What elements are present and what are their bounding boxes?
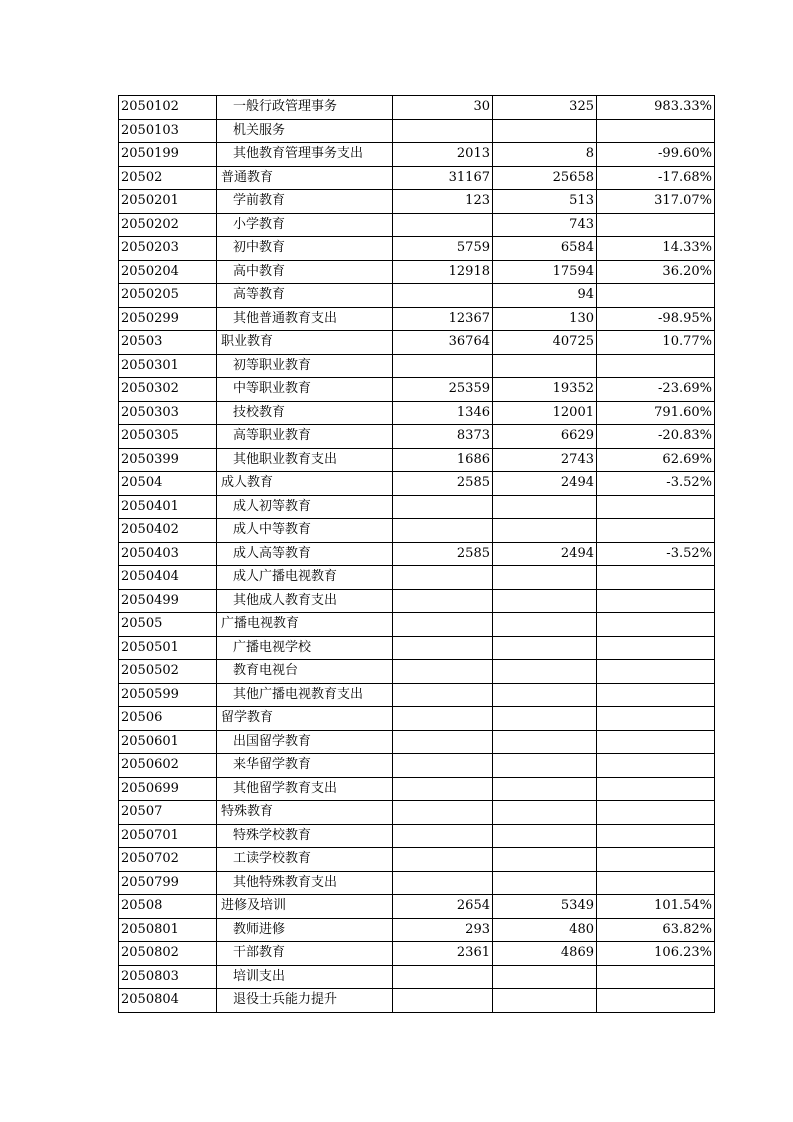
row-name-cell: 工读学校教育 bbox=[217, 848, 393, 872]
row-value2-cell bbox=[493, 777, 597, 801]
table-row bbox=[119, 354, 715, 378]
row-name-cell: 其他成人教育支出 bbox=[217, 589, 393, 613]
row-code-cell: 2050201 bbox=[119, 190, 217, 214]
row-value2-cell: 2494 bbox=[493, 542, 597, 566]
row-value2-cell bbox=[493, 519, 597, 543]
table-row bbox=[119, 942, 715, 966]
row-name-cell: 初等职业教育 bbox=[217, 354, 393, 378]
row-value2-cell: 2494 bbox=[493, 472, 597, 496]
table-row bbox=[119, 707, 715, 731]
row-code-cell: 2050302 bbox=[119, 378, 217, 402]
row-value1-cell: 2654 bbox=[393, 895, 493, 919]
row-name-cell: 广播电视教育 bbox=[217, 613, 393, 637]
row-value1-cell bbox=[393, 566, 493, 590]
row-value2-cell: 743 bbox=[493, 213, 597, 237]
row-name-cell: 其他教育管理事务支出 bbox=[217, 143, 393, 167]
row-code-cell: 2050803 bbox=[119, 965, 217, 989]
row-value1-cell: 2585 bbox=[393, 472, 493, 496]
row-pct-change-cell: -23.69% bbox=[597, 378, 715, 402]
row-value1-cell: 8373 bbox=[393, 425, 493, 449]
table-row bbox=[119, 472, 715, 496]
row-value1-cell bbox=[393, 354, 493, 378]
table-row bbox=[119, 660, 715, 684]
table-row bbox=[119, 589, 715, 613]
row-name-cell: 成人高等教育 bbox=[217, 542, 393, 566]
row-name-cell: 普通教育 bbox=[217, 166, 393, 190]
row-value1-cell: 2013 bbox=[393, 143, 493, 167]
row-value2-cell: 5349 bbox=[493, 895, 597, 919]
table-row bbox=[119, 754, 715, 778]
row-name-cell: 小学教育 bbox=[217, 213, 393, 237]
row-pct-change-cell bbox=[597, 730, 715, 754]
row-pct-change-cell: -3.52% bbox=[597, 542, 715, 566]
row-code-cell: 20507 bbox=[119, 801, 217, 825]
table-row bbox=[119, 307, 715, 331]
table-row bbox=[119, 378, 715, 402]
row-value1-cell: 12367 bbox=[393, 307, 493, 331]
row-pct-change-cell: 106.23% bbox=[597, 942, 715, 966]
row-value1-cell bbox=[393, 989, 493, 1013]
row-value1-cell: 2361 bbox=[393, 942, 493, 966]
row-value2-cell: 12001 bbox=[493, 401, 597, 425]
row-value1-cell: 2585 bbox=[393, 542, 493, 566]
row-code-cell: 2050103 bbox=[119, 119, 217, 143]
row-pct-change-cell: -99.60% bbox=[597, 143, 715, 167]
row-pct-change-cell bbox=[597, 754, 715, 778]
row-value1-cell bbox=[393, 683, 493, 707]
row-value2-cell: 6584 bbox=[493, 237, 597, 261]
row-value1-cell bbox=[393, 777, 493, 801]
budget-table-body bbox=[119, 96, 715, 1013]
row-value1-cell bbox=[393, 730, 493, 754]
row-value2-cell bbox=[493, 801, 597, 825]
table-row bbox=[119, 730, 715, 754]
row-value2-cell: 480 bbox=[493, 918, 597, 942]
row-value1-cell bbox=[393, 589, 493, 613]
row-pct-change-cell: 14.33% bbox=[597, 237, 715, 261]
table-row bbox=[119, 284, 715, 308]
row-name-cell: 出国留学教育 bbox=[217, 730, 393, 754]
row-value1-cell: 30 bbox=[393, 96, 493, 120]
row-name-cell: 成人初等教育 bbox=[217, 495, 393, 519]
row-name-cell: 特殊教育 bbox=[217, 801, 393, 825]
row-value1-cell: 5759 bbox=[393, 237, 493, 261]
table-row bbox=[119, 401, 715, 425]
table-row bbox=[119, 777, 715, 801]
row-pct-change-cell bbox=[597, 801, 715, 825]
row-value1-cell: 1346 bbox=[393, 401, 493, 425]
row-code-cell: 2050404 bbox=[119, 566, 217, 590]
row-pct-change-cell bbox=[597, 848, 715, 872]
row-value2-cell: 8 bbox=[493, 143, 597, 167]
row-code-cell: 2050301 bbox=[119, 354, 217, 378]
row-value1-cell bbox=[393, 754, 493, 778]
row-name-cell: 职业教育 bbox=[217, 331, 393, 355]
table-row bbox=[119, 448, 715, 472]
row-value1-cell: 12918 bbox=[393, 260, 493, 284]
row-value1-cell bbox=[393, 707, 493, 731]
row-name-cell: 中等职业教育 bbox=[217, 378, 393, 402]
row-value1-cell bbox=[393, 636, 493, 660]
row-value2-cell: 40725 bbox=[493, 331, 597, 355]
row-code-cell: 2050799 bbox=[119, 871, 217, 895]
row-name-cell: 机关服务 bbox=[217, 119, 393, 143]
row-pct-change-cell: 317.07% bbox=[597, 190, 715, 214]
row-value2-cell bbox=[493, 119, 597, 143]
row-code-cell: 2050699 bbox=[119, 777, 217, 801]
row-value2-cell: 2743 bbox=[493, 448, 597, 472]
row-code-cell: 20502 bbox=[119, 166, 217, 190]
row-value2-cell bbox=[493, 683, 597, 707]
row-value2-cell bbox=[493, 566, 597, 590]
row-name-cell: 来华留学教育 bbox=[217, 754, 393, 778]
row-name-cell: 培训支出 bbox=[217, 965, 393, 989]
row-code-cell: 20503 bbox=[119, 331, 217, 355]
row-code-cell: 2050305 bbox=[119, 425, 217, 449]
row-pct-change-cell: -3.52% bbox=[597, 472, 715, 496]
row-code-cell: 20504 bbox=[119, 472, 217, 496]
row-code-cell: 2050502 bbox=[119, 660, 217, 684]
row-value2-cell: 19352 bbox=[493, 378, 597, 402]
row-value2-cell: 17594 bbox=[493, 260, 597, 284]
row-pct-change-cell: 10.77% bbox=[597, 331, 715, 355]
row-value1-cell: 1686 bbox=[393, 448, 493, 472]
row-value1-cell: 293 bbox=[393, 918, 493, 942]
row-code-cell: 2050802 bbox=[119, 942, 217, 966]
row-name-cell: 教育电视台 bbox=[217, 660, 393, 684]
row-pct-change-cell bbox=[597, 660, 715, 684]
row-value2-cell bbox=[493, 754, 597, 778]
row-value2-cell: 94 bbox=[493, 284, 597, 308]
row-code-cell: 2050204 bbox=[119, 260, 217, 284]
row-value1-cell bbox=[393, 660, 493, 684]
row-pct-change-cell bbox=[597, 965, 715, 989]
row-value2-cell bbox=[493, 965, 597, 989]
row-code-cell: 20506 bbox=[119, 707, 217, 731]
row-value2-cell bbox=[493, 660, 597, 684]
row-value1-cell bbox=[393, 519, 493, 543]
row-value1-cell bbox=[393, 848, 493, 872]
row-code-cell: 2050499 bbox=[119, 589, 217, 613]
budget-table bbox=[118, 95, 715, 1013]
row-name-cell: 广播电视学校 bbox=[217, 636, 393, 660]
row-name-cell: 高中教育 bbox=[217, 260, 393, 284]
table-row bbox=[119, 166, 715, 190]
row-value2-cell: 6629 bbox=[493, 425, 597, 449]
table-row bbox=[119, 237, 715, 261]
row-pct-change-cell bbox=[597, 636, 715, 660]
row-value2-cell: 25658 bbox=[493, 166, 597, 190]
row-pct-change-cell bbox=[597, 824, 715, 848]
row-value1-cell bbox=[393, 495, 493, 519]
row-pct-change-cell: 63.82% bbox=[597, 918, 715, 942]
row-pct-change-cell bbox=[597, 213, 715, 237]
row-value2-cell: 4869 bbox=[493, 942, 597, 966]
row-pct-change-cell bbox=[597, 566, 715, 590]
table-row bbox=[119, 683, 715, 707]
table-row bbox=[119, 613, 715, 637]
row-code-cell: 2050804 bbox=[119, 989, 217, 1013]
row-code-cell: 2050501 bbox=[119, 636, 217, 660]
row-pct-change-cell bbox=[597, 989, 715, 1013]
row-name-cell: 成人教育 bbox=[217, 472, 393, 496]
row-value1-cell bbox=[393, 824, 493, 848]
row-value2-cell bbox=[493, 354, 597, 378]
row-pct-change-cell bbox=[597, 119, 715, 143]
row-code-cell: 2050205 bbox=[119, 284, 217, 308]
table-row bbox=[119, 542, 715, 566]
table-row bbox=[119, 260, 715, 284]
row-value1-cell bbox=[393, 871, 493, 895]
row-value1-cell bbox=[393, 965, 493, 989]
row-name-cell: 高等教育 bbox=[217, 284, 393, 308]
row-pct-change-cell bbox=[597, 495, 715, 519]
row-name-cell: 其他广播电视教育支出 bbox=[217, 683, 393, 707]
row-value2-cell bbox=[493, 989, 597, 1013]
table-row bbox=[119, 566, 715, 590]
row-pct-change-cell bbox=[597, 589, 715, 613]
row-name-cell: 一般行政管理事务 bbox=[217, 96, 393, 120]
row-name-cell: 其他留学教育支出 bbox=[217, 777, 393, 801]
row-value2-cell bbox=[493, 613, 597, 637]
table-row bbox=[119, 119, 715, 143]
table-row bbox=[119, 495, 715, 519]
table-row bbox=[119, 190, 715, 214]
row-pct-change-cell: -20.83% bbox=[597, 425, 715, 449]
row-value1-cell: 31167 bbox=[393, 166, 493, 190]
table-row bbox=[119, 331, 715, 355]
row-name-cell: 初中教育 bbox=[217, 237, 393, 261]
table-row bbox=[119, 96, 715, 120]
row-pct-change-cell: 36.20% bbox=[597, 260, 715, 284]
row-name-cell: 教师进修 bbox=[217, 918, 393, 942]
row-pct-change-cell: 62.69% bbox=[597, 448, 715, 472]
row-value2-cell: 513 bbox=[493, 190, 597, 214]
row-value1-cell bbox=[393, 801, 493, 825]
row-name-cell: 学前教育 bbox=[217, 190, 393, 214]
table-row bbox=[119, 801, 715, 825]
table-row bbox=[119, 848, 715, 872]
row-code-cell: 20508 bbox=[119, 895, 217, 919]
row-pct-change-cell: -98.95% bbox=[597, 307, 715, 331]
row-pct-change-cell: 101.54% bbox=[597, 895, 715, 919]
row-code-cell: 2050102 bbox=[119, 96, 217, 120]
row-value1-cell bbox=[393, 119, 493, 143]
table-row bbox=[119, 636, 715, 660]
row-value2-cell bbox=[493, 589, 597, 613]
row-code-cell: 2050702 bbox=[119, 848, 217, 872]
table-row bbox=[119, 425, 715, 449]
table-row bbox=[119, 213, 715, 237]
row-value2-cell bbox=[493, 848, 597, 872]
row-value1-cell: 123 bbox=[393, 190, 493, 214]
row-value2-cell: 130 bbox=[493, 307, 597, 331]
table-row bbox=[119, 895, 715, 919]
row-value1-cell: 25359 bbox=[393, 378, 493, 402]
table-row bbox=[119, 918, 715, 942]
row-code-cell: 2050599 bbox=[119, 683, 217, 707]
table-row bbox=[119, 143, 715, 167]
row-code-cell: 2050299 bbox=[119, 307, 217, 331]
row-name-cell: 成人广播电视教育 bbox=[217, 566, 393, 590]
row-value2-cell: 325 bbox=[493, 96, 597, 120]
row-value2-cell bbox=[493, 636, 597, 660]
row-pct-change-cell: 791.60% bbox=[597, 401, 715, 425]
row-value1-cell bbox=[393, 284, 493, 308]
row-value2-cell bbox=[493, 824, 597, 848]
row-code-cell: 2050399 bbox=[119, 448, 217, 472]
row-code-cell: 2050303 bbox=[119, 401, 217, 425]
row-pct-change-cell bbox=[597, 871, 715, 895]
row-pct-change-cell: 983.33% bbox=[597, 96, 715, 120]
row-value2-cell bbox=[493, 871, 597, 895]
row-name-cell: 干部教育 bbox=[217, 942, 393, 966]
row-code-cell: 2050199 bbox=[119, 143, 217, 167]
row-name-cell: 退役士兵能力提升 bbox=[217, 989, 393, 1013]
row-code-cell: 2050801 bbox=[119, 918, 217, 942]
row-name-cell: 其他特殊教育支出 bbox=[217, 871, 393, 895]
row-pct-change-cell bbox=[597, 683, 715, 707]
table-row bbox=[119, 824, 715, 848]
row-name-cell: 特殊学校教育 bbox=[217, 824, 393, 848]
row-name-cell: 其他职业教育支出 bbox=[217, 448, 393, 472]
row-pct-change-cell bbox=[597, 613, 715, 637]
table-row bbox=[119, 965, 715, 989]
row-name-cell: 留学教育 bbox=[217, 707, 393, 731]
row-value1-cell bbox=[393, 213, 493, 237]
row-pct-change-cell bbox=[597, 707, 715, 731]
row-value1-cell bbox=[393, 613, 493, 637]
row-code-cell: 20505 bbox=[119, 613, 217, 637]
row-code-cell: 2050402 bbox=[119, 519, 217, 543]
row-name-cell: 技校教育 bbox=[217, 401, 393, 425]
table-row bbox=[119, 871, 715, 895]
table-row bbox=[119, 519, 715, 543]
row-code-cell: 2050701 bbox=[119, 824, 217, 848]
table-row bbox=[119, 989, 715, 1013]
row-code-cell: 2050602 bbox=[119, 754, 217, 778]
row-code-cell: 2050202 bbox=[119, 213, 217, 237]
row-name-cell: 高等职业教育 bbox=[217, 425, 393, 449]
row-value2-cell bbox=[493, 707, 597, 731]
row-code-cell: 2050403 bbox=[119, 542, 217, 566]
row-pct-change-cell bbox=[597, 354, 715, 378]
row-name-cell: 成人中等教育 bbox=[217, 519, 393, 543]
row-value1-cell: 36764 bbox=[393, 331, 493, 355]
row-pct-change-cell: -17.68% bbox=[597, 166, 715, 190]
row-code-cell: 2050203 bbox=[119, 237, 217, 261]
row-pct-change-cell bbox=[597, 519, 715, 543]
row-value2-cell bbox=[493, 495, 597, 519]
row-name-cell: 进修及培训 bbox=[217, 895, 393, 919]
row-name-cell: 其他普通教育支出 bbox=[217, 307, 393, 331]
row-code-cell: 2050601 bbox=[119, 730, 217, 754]
row-pct-change-cell bbox=[597, 284, 715, 308]
row-pct-change-cell bbox=[597, 777, 715, 801]
row-value2-cell bbox=[493, 730, 597, 754]
row-code-cell: 2050401 bbox=[119, 495, 217, 519]
